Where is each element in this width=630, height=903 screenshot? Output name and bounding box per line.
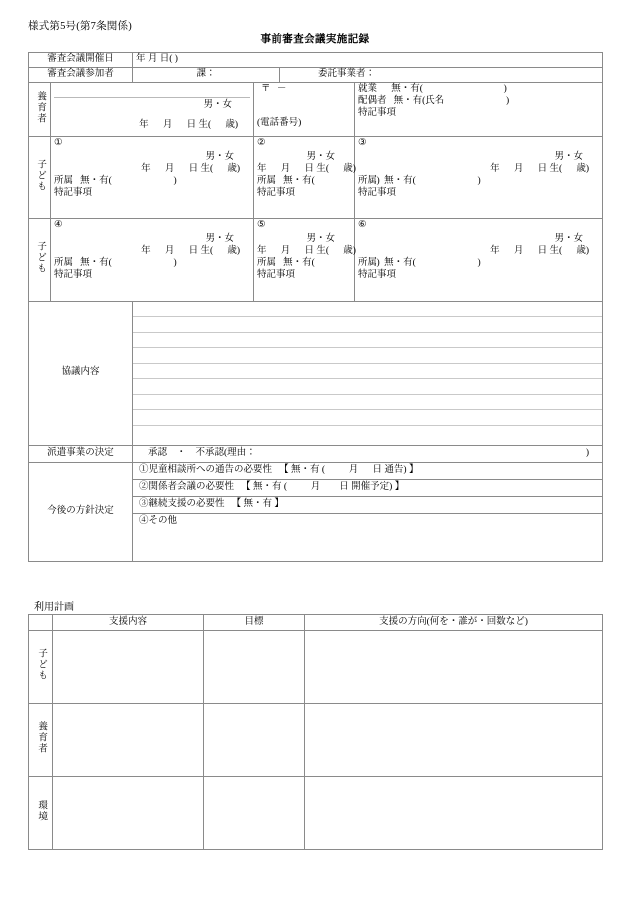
- child-5-sex[interactable]: 男・女: [306, 234, 336, 245]
- discussion-rule-line[interactable]: [133, 379, 602, 395]
- child-1-belonging[interactable]: 所属 無・有( ): [54, 175, 177, 186]
- child-cell-5[interactable]: [254, 233, 380, 301]
- child-number-4: ④: [51, 219, 254, 233]
- discussion-rule-line[interactable]: [133, 302, 602, 318]
- document-title: 事前審査会議実施記録: [260, 34, 370, 45]
- child-6-dob[interactable]: 年 月 日 生( 歳): [490, 246, 590, 257]
- child-4-sex[interactable]: 男・女: [205, 234, 235, 245]
- meeting-date-row: [29, 53, 603, 68]
- child-number-1: ①: [51, 137, 254, 151]
- discussion-rule-line[interactable]: [133, 333, 602, 349]
- child-3-belonging[interactable]: 所属 無・有( ): [358, 175, 481, 186]
- caregiver-row-label: [29, 83, 51, 137]
- caregiver-address-cell[interactable]: [254, 83, 355, 137]
- child-3-remarks[interactable]: 特記事項: [358, 187, 397, 198]
- caregiver-sex[interactable]: 男・女: [203, 100, 233, 110]
- caregiver-spouse[interactable]: 配偶者 無・有(氏名 ): [358, 95, 510, 106]
- dispatch-decision-close-paren: ): [585, 447, 590, 458]
- caregiver-phone-label[interactable]: (電話番号): [257, 117, 302, 128]
- child-number-6: ⑥: [355, 219, 603, 233]
- discussion-label: 協議内容: [29, 301, 133, 445]
- caregiver-remarks[interactable]: 特記事項: [358, 107, 397, 118]
- child-1-dob[interactable]: 年 月 日 生( 歳): [141, 163, 241, 174]
- children-row-1-numbers: [29, 137, 603, 151]
- child-6-belonging[interactable]: 所属 無・有( ): [358, 258, 481, 268]
- child-cell-3[interactable]: [355, 151, 603, 219]
- discussion-rule-line[interactable]: [133, 364, 602, 380]
- discussion-rule-line[interactable]: [133, 348, 602, 364]
- child-6-sex[interactable]: 男・女: [554, 234, 584, 245]
- policy-item-2[interactable]: ②関係者会議の必要性 【 無・有 ( 月 日 開催予定) 】: [133, 480, 602, 497]
- child-2-belonging[interactable]: 所属 無・有( ): [257, 175, 380, 186]
- caregiver-employment[interactable]: 就業 無・有( ): [358, 84, 507, 94]
- caregiver-dob[interactable]: 年 月 日 生( 歳): [139, 119, 239, 130]
- plan-row-label-child-text: 子ども: [36, 648, 47, 682]
- plan-row-label-environment-text: 環境: [36, 799, 47, 822]
- policy-item-1[interactable]: ①児童相談所への通告の必要性 【 無・有 ( 月 日 通告) 】: [133, 463, 602, 480]
- plan-row-label-environment: [29, 777, 53, 850]
- children-row-label-2-text: 子ども: [35, 241, 46, 275]
- contractor-field[interactable]: 委託事業者：: [280, 68, 603, 83]
- child-4-belonging[interactable]: 所属 無・有( ): [54, 258, 177, 268]
- plan-cell-environment-support[interactable]: [53, 777, 204, 850]
- child-2-dob[interactable]: 年 月 日 生( 歳): [257, 163, 356, 174]
- plan-row-label-caregiver: [29, 704, 53, 777]
- participants-section-field[interactable]: 課：: [133, 68, 280, 83]
- main-record-table: [28, 52, 603, 562]
- plan-row-label-child: [29, 631, 53, 704]
- caregiver-row-label-text: 養育者: [35, 90, 46, 124]
- plan-caption: 利用計画: [34, 602, 74, 613]
- plan-cell-caregiver-support[interactable]: [53, 704, 204, 777]
- children-row-2-numbers: [29, 219, 603, 233]
- plan-cell-environment-goal[interactable]: [204, 777, 305, 850]
- plan-col-direction: 支援の方向(何を・誰が・回数など): [305, 615, 603, 631]
- policy-item-4[interactable]: ④その他: [139, 515, 178, 526]
- plan-cell-caregiver-direction[interactable]: [305, 704, 603, 777]
- plan-cell-child-goal[interactable]: [204, 631, 305, 704]
- caregiver-name-rule: [54, 84, 250, 98]
- caregiver-name-cell[interactable]: [51, 83, 254, 137]
- meeting-date-label: 審査会議開催日: [29, 53, 133, 68]
- child-2-sex[interactable]: 男・女: [306, 151, 336, 162]
- child-1-sex[interactable]: 男・女: [205, 151, 235, 162]
- child-3-dob[interactable]: 年 月 日 生( 歳): [490, 163, 590, 174]
- child-number-5: ⑤: [254, 219, 355, 233]
- child-3-sex[interactable]: 男・女: [554, 151, 584, 162]
- child-1-remarks[interactable]: 特記事項: [54, 187, 93, 198]
- child-cell-1[interactable]: [51, 151, 254, 219]
- table-row: [29, 777, 603, 850]
- caregiver-status-cell[interactable]: [355, 83, 603, 137]
- child-4-remarks[interactable]: 特記事項: [54, 269, 93, 280]
- future-policy-label: 今後の方針決定: [29, 462, 133, 561]
- children-row-label-1-text: 子ども: [35, 158, 46, 192]
- discussion-rule-line[interactable]: [133, 410, 602, 426]
- plan-row-label-caregiver-text: 養育者: [36, 721, 47, 755]
- caregiver-postal-code[interactable]: 〒 －: [261, 84, 289, 94]
- plan-header-row: [29, 615, 603, 631]
- child-4-dob[interactable]: 年 月 日 生( 歳): [141, 246, 241, 257]
- children-row-label-1: [29, 137, 51, 219]
- table-row: [29, 704, 603, 777]
- discussion-rule-line[interactable]: [133, 317, 602, 333]
- discussion-rule-line[interactable]: [133, 426, 602, 442]
- plan-cell-caregiver-goal[interactable]: [204, 704, 305, 777]
- children-row-1-bodies: [29, 151, 603, 219]
- meeting-date-value[interactable]: 年 月 日( ): [133, 53, 603, 68]
- child-2-remarks[interactable]: 特記事項: [257, 187, 296, 198]
- table-row: [29, 631, 603, 704]
- future-policy-items: [133, 462, 603, 561]
- child-cell-2[interactable]: [254, 151, 380, 219]
- plan-col-goal: 目標: [204, 615, 305, 631]
- child-6-remarks[interactable]: 特記事項: [358, 269, 397, 280]
- future-policy-row: [29, 462, 603, 561]
- child-5-dob[interactable]: 年 月 日 生( 歳): [257, 246, 356, 257]
- children-row-label-2: [29, 219, 51, 301]
- child-cell-6[interactable]: [355, 233, 603, 301]
- child-cell-4[interactable]: [51, 233, 254, 301]
- usage-plan-table: [28, 614, 603, 850]
- form-number: 様式第5号(第7条関係): [28, 21, 132, 32]
- dispatch-decision-options[interactable]: 承認 ・ 不承認(理由：: [148, 447, 256, 458]
- discussion-rule-line[interactable]: [133, 395, 602, 411]
- caregiver-row: [29, 83, 603, 137]
- plan-cell-child-support[interactable]: [53, 631, 204, 704]
- child-number-3: ③: [355, 137, 603, 151]
- participants-label: 審査会議参加者: [29, 68, 133, 83]
- plan-cell-child-direction[interactable]: [305, 631, 603, 704]
- child-5-remarks[interactable]: 特記事項: [257, 269, 296, 280]
- dispatch-decision-row: [29, 445, 603, 462]
- child-5-belonging[interactable]: 所属 無・有( ): [257, 258, 380, 268]
- child-number-2: ②: [254, 137, 355, 151]
- discussion-row: [29, 301, 603, 445]
- dispatch-decision-cell[interactable]: [133, 445, 603, 462]
- participants-row: [29, 68, 603, 83]
- plan-col-support-content: 支援内容: [53, 615, 204, 631]
- dispatch-decision-label: 派遣事業の決定: [29, 445, 133, 462]
- plan-col-label: [29, 615, 53, 631]
- children-row-2-bodies: [29, 233, 603, 301]
- policy-item-3[interactable]: ③継続支援の必要性 【 無・有 】: [133, 497, 602, 514]
- plan-cell-environment-direction[interactable]: [305, 777, 603, 850]
- discussion-content-area[interactable]: [133, 301, 603, 445]
